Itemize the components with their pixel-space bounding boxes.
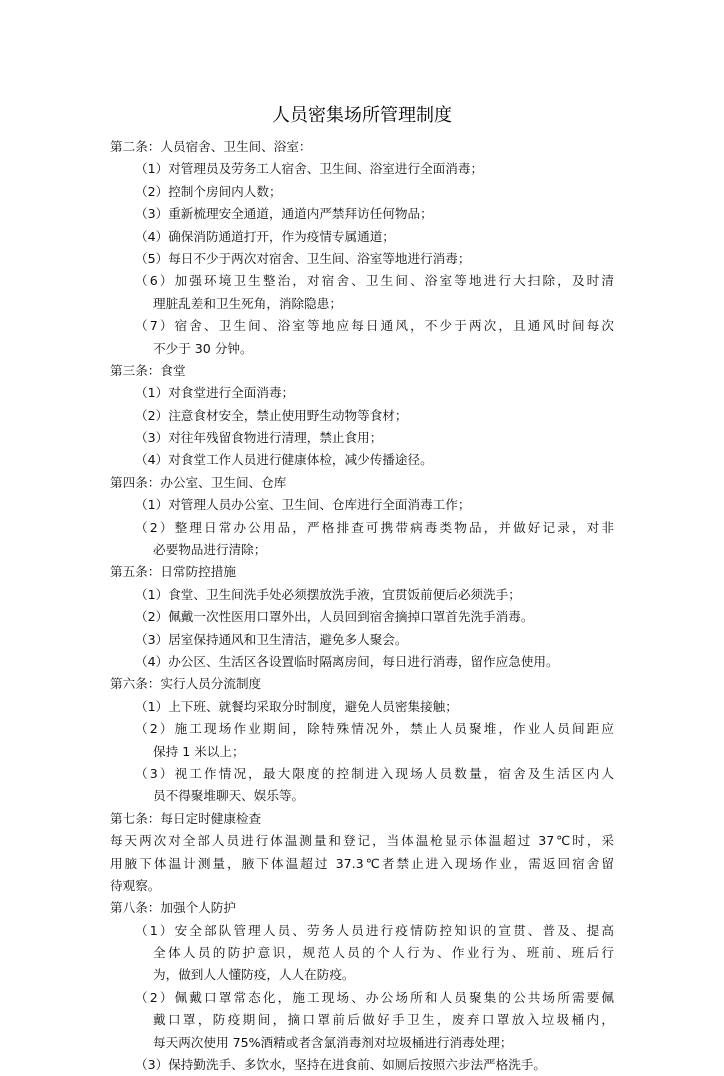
- list-item: （2）整理日常办公用品，严格排查可携带病毒类物品，并做好记录，对非: [135, 519, 614, 535]
- section-heading: 第八条：加强个人防护: [110, 900, 236, 916]
- list-item: （1）对食堂进行全面消毒；: [135, 385, 295, 401]
- section-heading: 第六条：实行人员分流制度: [110, 676, 262, 692]
- list-item: （2）佩戴一次性医用口罩外出，人员回到宿舍摘掉口罩首先洗手消毒。: [135, 609, 534, 625]
- list-item: （7）宿舍、卫生间、浴室等地应每日通风，不少于两次，且通风时间每次: [135, 318, 614, 334]
- list-item: （2）佩戴口罩常态化，施工现场、办公场所和人员聚集的公共场所需要佩: [135, 989, 614, 1005]
- list-item-continuation: 为，做到人人懂防疫，人人在防疫。: [153, 967, 355, 983]
- list-item: （1）安全部队管理人员、劳务人员进行疫情防控知识的宣贯、普及、提高: [135, 922, 614, 938]
- list-item-continuation: 不少于 30 分钟。: [153, 340, 253, 356]
- list-item: （3）保持勤洗手、多饮水，坚持在进食前、如厕后按照六步法严格洗手。: [135, 1057, 547, 1073]
- list-item: （3）重新梳理安全通道，通道内严禁拜访任何物品；: [135, 206, 433, 222]
- list-item-continuation: 必要物品进行清除；: [153, 542, 267, 558]
- list-item: （1）食堂、卫生间洗手处必须摆放洗手液，宜贯饭前便后必须洗手；: [135, 586, 521, 602]
- paragraph-line: 待观察。: [110, 877, 161, 893]
- paragraph-line: 每天两次对全部人员进行体温测量和登记，当体温枪显示体温超过 37℃时，采: [110, 833, 614, 849]
- list-item: （2）施工现场作业期间，除特殊情况外，禁止人员聚堆，作业人员间距应: [135, 721, 614, 737]
- list-item: （1）上下班、就餐均采取分时制度，避免人员密集接触；: [135, 698, 458, 714]
- list-item: （3）居室保持通风和卫生清洁，避免多人聚会。: [135, 631, 408, 647]
- list-item-continuation: 员不得聚堆聊天、娱乐等。: [153, 788, 305, 804]
- section-heading: 第五条：日常防控措施: [110, 564, 236, 580]
- document-title: 人员密集场所管理制度: [272, 105, 452, 126]
- list-item: （3）对往年残留食物进行清理，禁止食用；: [135, 430, 383, 446]
- section-heading: 第二条：人员宿舍、卫生间、浴室：: [110, 139, 312, 154]
- list-item-continuation: 保持 1 米以上；: [153, 743, 245, 759]
- list-item-continuation: 全体人员的防护意识，规范人员的个人行为、作业行为、班前、班后行: [153, 945, 614, 961]
- list-item: （6）加强环境卫生整治，对宿舍、卫生间、浴室等地进行大扫除，及时清: [135, 273, 614, 289]
- list-item: （1）对管理员及劳务工人宿舍、卫生间、浴室进行全面消毒；: [135, 161, 484, 177]
- list-item: （2）控制个房间内人数；: [135, 183, 282, 199]
- list-item-continuation: 理脏乱差和卫生死角，消除隐患；: [153, 295, 342, 311]
- section-heading: 第三条：食堂: [110, 362, 186, 378]
- list-item: （4）办公区、生活区各设置临时隔离房间，每日进行消毒，留作应急使用。: [135, 653, 559, 669]
- paragraph-line: 用腋下体温计测量，腋下体温超过 37.3℃者禁止进入现场作业，需返回宿舍留: [110, 855, 614, 871]
- list-item-continuation: 每天两次使用 75%酒精或者含氯消毒剂对垃圾桶进行消毒处理；: [153, 1034, 513, 1050]
- list-item: （5）每日不少于两次对宿舍、卫生间、浴室等地进行消毒；: [135, 250, 471, 266]
- list-item: （2）注意食材安全，禁止使用野生动物等食材；: [135, 407, 408, 423]
- list-item: （4）确保消防通道打开，作为疫情专属通道；: [135, 228, 395, 244]
- list-item: （3）视工作情况，最大限度的控制进入现场人员数量，宿舍及生活区内人: [135, 765, 614, 781]
- list-item: （1）对管理人员办公室、卫生间、仓库进行全面消毒工作；: [135, 497, 471, 513]
- list-item: （4）对食堂工作人员进行健康体检，减少传播途径。: [135, 452, 433, 468]
- section-heading: 第七条：每日定时健康检查: [110, 810, 262, 826]
- section-heading: 第四条：办公室、卫生间、仓库: [110, 474, 287, 490]
- list-item-continuation: 戴口罩，防疫期间，摘口罩前后做好手卫生，废弃口罩放入垃圾桶内，: [153, 1012, 614, 1028]
- document-body: [0, 136, 724, 1076]
